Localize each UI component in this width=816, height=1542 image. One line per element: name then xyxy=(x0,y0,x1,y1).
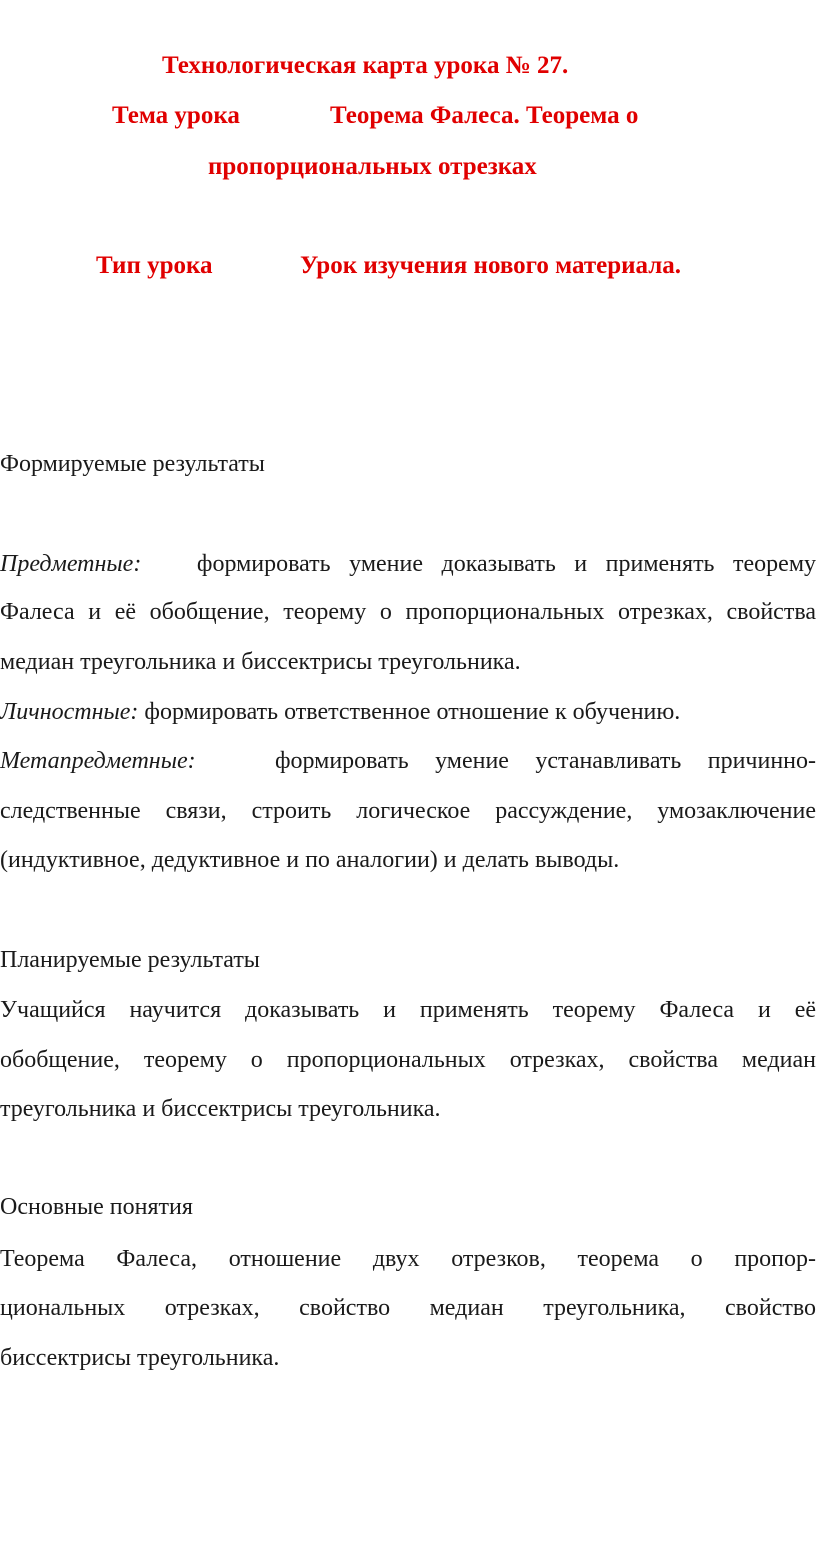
meta-results-line1 xyxy=(0,746,816,776)
meta-results-line2: следственные связи, строить логическое рассуждение, умозаключение xyxy=(0,798,816,824)
meta-results-label: Метапредметные: xyxy=(0,748,196,774)
subject-results-label: Предметные: xyxy=(0,551,142,577)
topic-value-line1: Теорема Фалеса. Теорема о xyxy=(330,102,639,129)
planned-results-heading: Планируемые результаты xyxy=(0,947,260,973)
basic-concepts-line1: Теорема Фалеса, отношение двух отрезков, теорема о пропор- xyxy=(0,1246,816,1272)
planned-results-line1: Учащийся научится доказывать и применять теорему Фалеса и её xyxy=(0,997,816,1023)
subject-results-line1 xyxy=(0,549,816,579)
subject-results-text: формировать умение доказывать и применять теорему xyxy=(196,551,816,577)
planned-results-line3: треугольника и биссектрисы треугольника. xyxy=(0,1096,441,1122)
formed-results-heading: Формируемые результаты xyxy=(0,451,265,477)
lesson-type-label: Тип урока xyxy=(96,252,213,279)
subject-results-line2: Фалеса и её обобщение, теорему о пропорциональных отрезках, свойства xyxy=(0,599,816,625)
basic-concepts-heading: Основные понятия xyxy=(0,1194,193,1220)
lesson-type-value: Урок изучения нового материала. xyxy=(300,252,682,279)
meta-results-line3: (индуктивное, дедуктивное и по аналогии) и делать выводы. xyxy=(0,847,620,873)
personal-results-line xyxy=(0,697,816,727)
personal-results-label: Личностные: xyxy=(0,699,139,725)
basic-concepts-line3: биссектрисы треугольника. xyxy=(0,1345,280,1371)
personal-results-text: формировать ответственное отношение к обучению. xyxy=(144,699,681,725)
topic-label: Тема урока xyxy=(112,102,240,129)
page-title: Технологическая карта урока № 27. xyxy=(162,52,569,79)
meta-results-text: формировать умение устанавливать причинно- xyxy=(274,748,816,774)
topic-value-line2: пропорциональных отрезках xyxy=(208,153,537,180)
subject-results-line3: медиан треугольника и биссектрисы треугольника. xyxy=(0,649,521,675)
basic-concepts-line2: циональных отрезках, свойство медиан треугольника, свойство xyxy=(0,1295,816,1321)
planned-results-line2: обобщение, теорему о пропорциональных отрезках, свойства медиан xyxy=(0,1047,816,1073)
